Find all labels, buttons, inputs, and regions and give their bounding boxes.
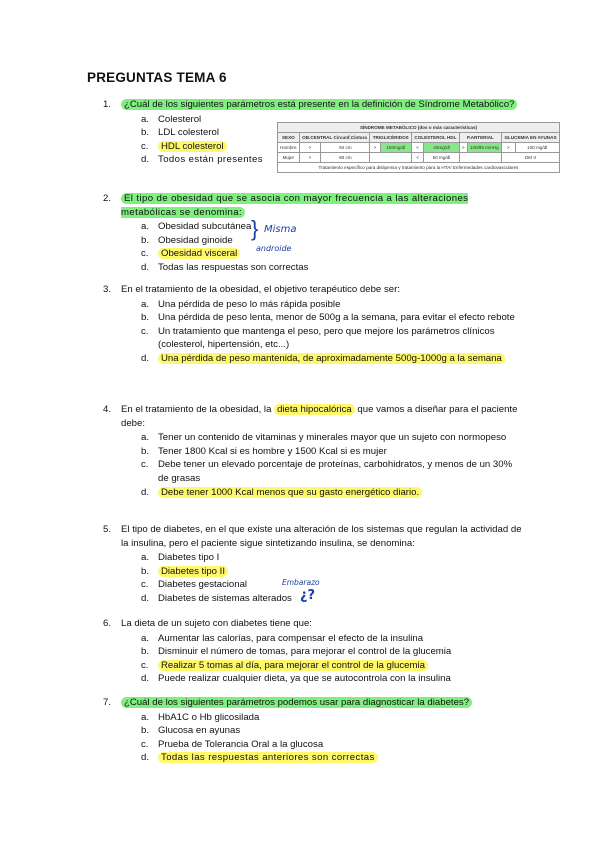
option-b: b. Diabetes tipo II: [141, 565, 523, 579]
option-b: b. Disminuir el número de tomas, para mejorar el control de la glucemia: [141, 646, 452, 658]
question-number: 2.: [103, 193, 112, 204]
question-text: ¿Cuál de los siguientes parámetros está presente en la definición de Síndrome Metabólico?: [121, 99, 517, 110]
option-a: a. Una pérdida de peso lo más rápida posible: [141, 298, 341, 310]
table-header: TRIGLICÉRIDOS: [370, 133, 412, 143]
option-b: b. Tener 1800 Kcal si es hombre y 1500 Kcal si es mujer: [141, 445, 387, 457]
table-cell: >: [299, 153, 321, 163]
table-header: COLESTEROL HDL: [412, 133, 460, 143]
option-c: c. Debe tener un elevado porcentaje de proteínas, carbohidratos, y menos de un 30% de grasas: [141, 459, 513, 484]
table-header: SEXO: [278, 133, 300, 143]
option-d: d. Puede realizar cualquier dieta, ya que se autocontrola con la insulina: [141, 673, 451, 685]
option-d: d. Todas las respuestas anteriores son correctas: [141, 751, 523, 765]
brace-mark: }: [251, 216, 259, 241]
metabolic-syndrome-table: [277, 122, 560, 173]
question-3: [103, 283, 523, 366]
question-number: 4.: [103, 404, 112, 415]
table-cell: [370, 153, 412, 163]
option-a: a. Colesterol: [141, 113, 202, 125]
table-header: P.ARTERIAL: [459, 133, 501, 143]
handwriting-embarazo: Embarazo: [282, 578, 320, 587]
highlighted-term: dieta hipocalórica: [274, 404, 355, 415]
table-header: OB.CENTRAL Circunf.Cintura: [299, 133, 370, 143]
table-cell: <: [412, 143, 424, 153]
option-c: c. Diabetes gestacional: [141, 579, 248, 591]
table-cell: >: [370, 143, 380, 153]
option-a: a. Diabetes tipo I: [141, 552, 220, 564]
option-d: d. Una pérdida de peso mantenida, de aproximadamente 500g-1000g a la semana: [141, 352, 523, 366]
table-cell: >: [299, 143, 321, 153]
table-cell: DM II: [501, 153, 559, 163]
question-7: [103, 696, 523, 765]
option-a: a. Obesidad subcutánea: [141, 221, 252, 233]
option-a: a. Aumentar las calorías, para compensar el efecto de la insulina: [141, 632, 424, 644]
option-d: d. Debe tener 1000 Kcal menos que su gasto energético diario.: [141, 486, 523, 500]
option-c: c. HDL colesterol: [141, 140, 291, 154]
table-cell: 80 cm: [321, 153, 370, 163]
option-b: b. LDL colesterol: [141, 127, 219, 139]
question-text: En el tratamiento de la obesidad, la dieta hipocalórica que vamos a diseñar para el paciente debe:: [121, 404, 518, 429]
question-text: El tipo de diabetes, en el que existe una alteración de los sistemas que regulan la actividad de la insulina, pero el paciente sigue sintetizando insulina, se denomina:: [121, 524, 522, 549]
question-text: ¿Cuál de los siguientes parámetros podemos usar para diagnosticar la diabetes?: [121, 697, 472, 708]
table-cell: 94 cm: [321, 143, 370, 153]
table-cell: 40mg/dl: [424, 143, 460, 153]
table-header: GLUCEMIA EN AYUNAS: [501, 133, 559, 143]
handwriting-misma: Misma: [264, 224, 297, 235]
option-b: b. Una pérdida de peso lenta, menor de 500g a la semana, para evitar el efecto rebote: [141, 312, 515, 324]
question-2: [103, 192, 523, 275]
question-6: [103, 617, 523, 686]
option-d: d. Diabetes de sistemas alterados: [141, 592, 292, 604]
table-cell: >: [459, 143, 467, 153]
question-number: 1.: [103, 99, 112, 110]
table-cell: >: [501, 143, 515, 153]
option-c: c. Prueba de Tolerancia Oral a la glucosa: [141, 738, 324, 750]
question-text: En el tratamiento de la obesidad, el objetivo terapéutico debe ser:: [121, 284, 400, 295]
question-number: 6.: [103, 618, 112, 629]
table-cell: <: [412, 153, 424, 163]
option-b: b. Glucosa en ayunas: [141, 725, 241, 737]
option-a: a. Tener un contenido de vitaminas y minerales mayor que un sujeto con normopeso: [141, 432, 507, 444]
page-title: PREGUNTAS TEMA 6: [87, 70, 227, 85]
option-c: c. Realizar 5 tomas al día, para mejorar el control de la glucemia: [141, 659, 481, 673]
table-cell: 50 mg/dl: [424, 153, 460, 163]
option-c: c. Obesidad visceral: [141, 247, 523, 261]
table-cell: 100 mg/dl: [515, 143, 559, 153]
table-cell: 130/85 mmHg: [467, 143, 501, 153]
option-c: c. Un tratamiento que mantenga el peso, pero que mejore los parámetros clínicos (colesterol, hipertensión, etc...): [141, 325, 495, 351]
table-title: SÍNDROME METABÓLICO (dos o más características): [278, 123, 560, 133]
table-cell: [459, 153, 501, 163]
question-4: [103, 403, 523, 499]
option-d: d. Todos están presentes: [141, 154, 263, 166]
handwriting-question-mark: ¿?: [300, 588, 316, 603]
option-a: a. HbA1C o Hb glicosilada: [141, 711, 260, 723]
question-number: 5.: [103, 524, 112, 535]
table-footer: Tratamiento específico para dislipemia y tratamiento para la HTA/ Enfermedades cardiovasculares: [278, 163, 560, 173]
question-text: El tipo de obesidad que se asocia con mayor frecuencia a las alteraciones metabólicas se denomina:: [121, 193, 469, 218]
option-d: d. Todas las respuestas son correctas: [141, 261, 309, 273]
handwriting-androide: androide: [256, 244, 292, 253]
table-cell: Hombre: [278, 143, 300, 153]
question-text: La dieta de un sujeto con diabetes tiene que:: [121, 618, 312, 629]
table-cell: Mujer: [278, 153, 300, 163]
question-number: 7.: [103, 697, 112, 708]
question-number: 3.: [103, 284, 112, 295]
option-b: b. Obesidad ginoide: [141, 234, 233, 246]
table-cell: 150mg/dl: [380, 143, 412, 153]
